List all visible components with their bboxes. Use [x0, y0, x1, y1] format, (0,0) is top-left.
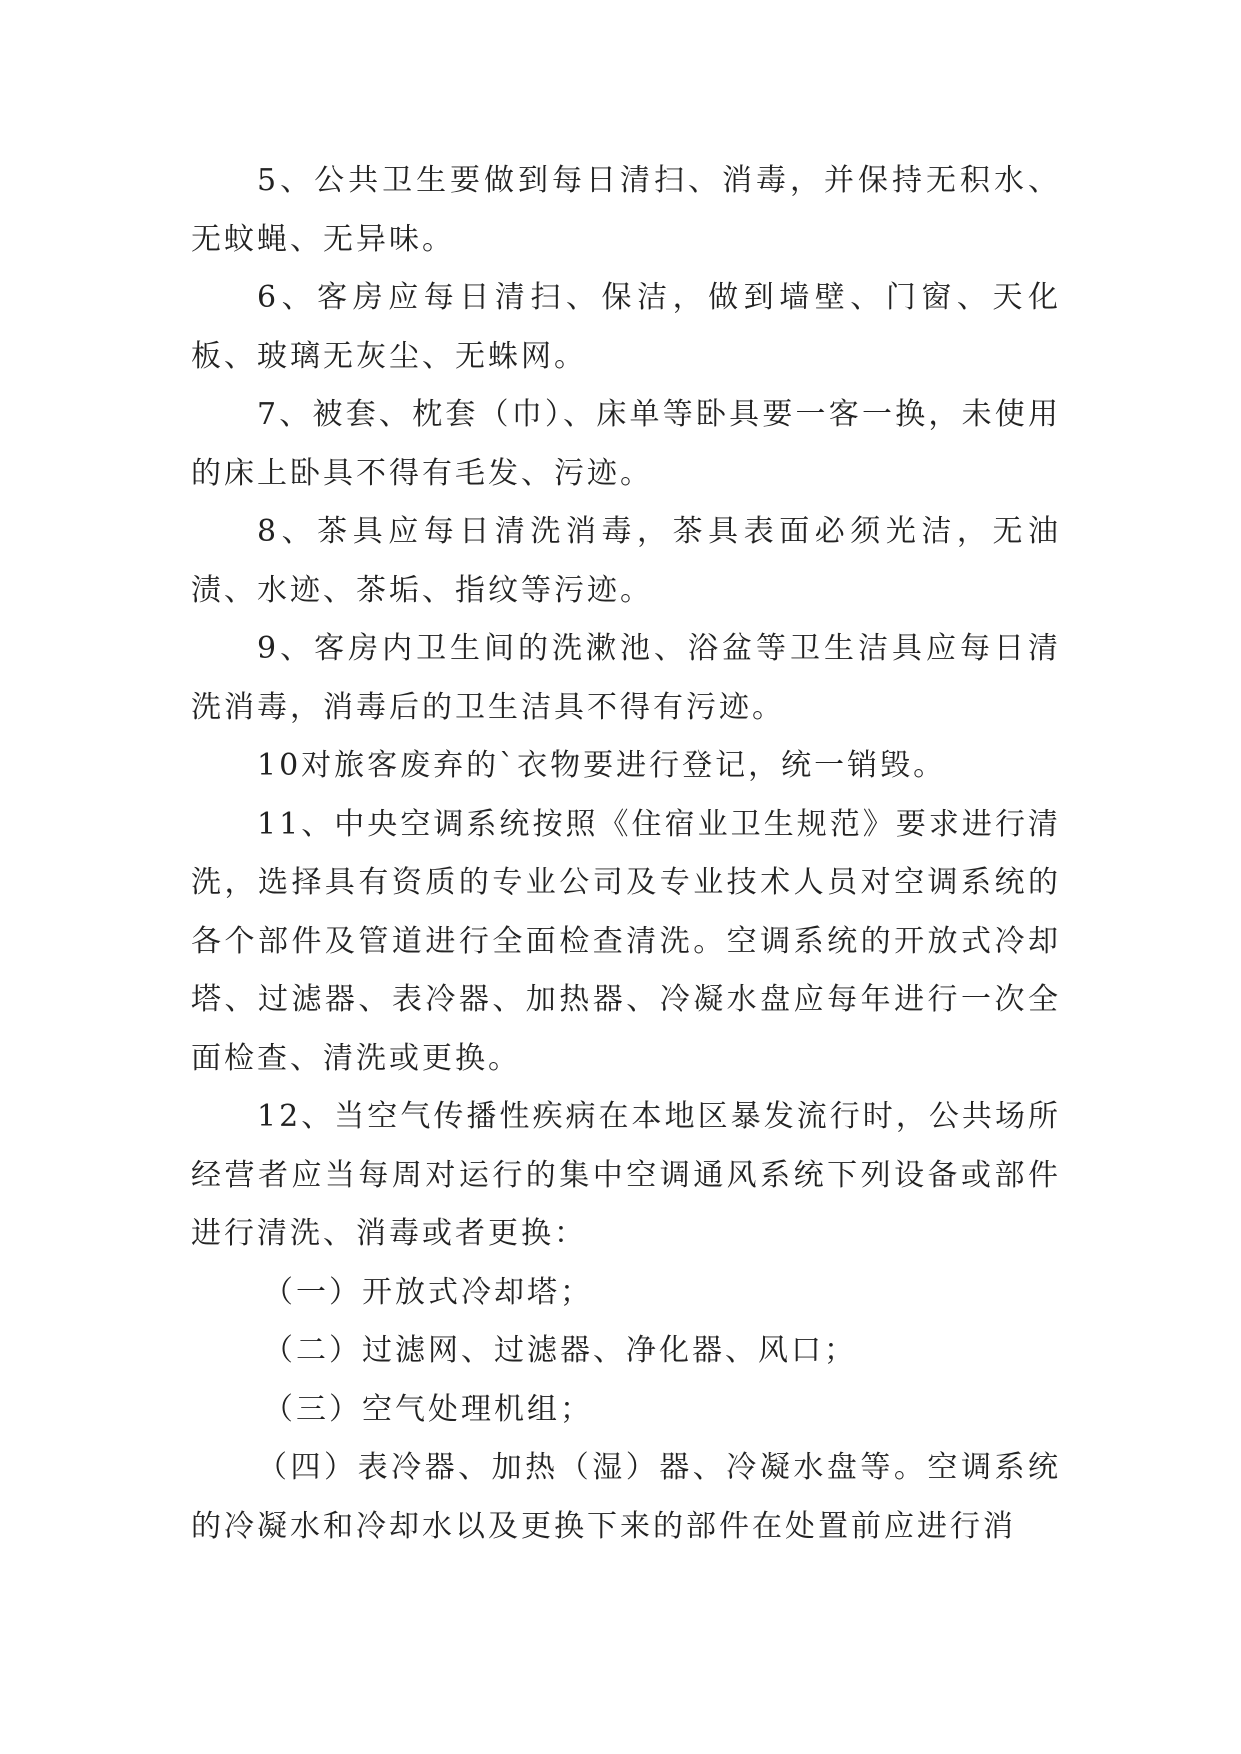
paragraph-8: 8、茶具应每日清洗消毒，茶具表面必须光洁，无油渍、水迹、茶垢、指纹等污迹。 [191, 514, 1061, 608]
list-item-3: （三）空气处理机组； [263, 1391, 593, 1427]
paragraph-7: 7、被套、枕套（巾）、床单等卧具要一客一换，未使用的床上卧具不得有毛发、污迹。 [191, 397, 1061, 491]
list-item-2: （二）过滤网、过滤器、净化器、风口； [263, 1333, 857, 1368]
paragraph-5: 5、公共卫生要做到每日清扫、消毒，并保持无积水、无蚊蝇、无异味。 [191, 163, 1061, 257]
paragraph-10: 10对旅客废弃的`衣物要进行登记，统一销毁。 [257, 748, 947, 783]
paragraph-6: 6、客房应每日清扫、保洁，做到墙壁、门窗、天化板、玻璃无灰尘、无蛛网。 [191, 280, 1061, 374]
document-body [191, 152, 1061, 1556]
list-item-1: （一）开放式冷却塔； [263, 1274, 593, 1310]
list-item-4: （四）表冷器、加热（湿）器、冷凝水盘等。空调系统的冷凝水和冷却水以及更换下来的部件在处置前应进行消 [191, 1450, 1061, 1544]
paragraph-12: 12、当空气传播性疾病在本地区暴发流行时，公共场所经营者应当每周对运行的集中空调通风系统下列设备或部件进行清洗、消毒或者更换： [191, 1099, 1061, 1251]
paragraph-11: 11、中央空调系统按照《住宿业卫生规范》要求进行清洗，选择具有资质的专业公司及专业技术人员对空调系统的各个部件及管道进行全面检查清洗。空调系统的开放式冷却塔、过滤器、表冷器、加热器、冷凝水盘应每年进行一次全面检查、清洗或更换。 [191, 806, 1061, 1076]
paragraph-9: 9、客房内卫生间的洗漱池、浴盆等卫生洁具应每日清洗消毒，消毒后的卫生洁具不得有污迹。 [191, 631, 1061, 725]
